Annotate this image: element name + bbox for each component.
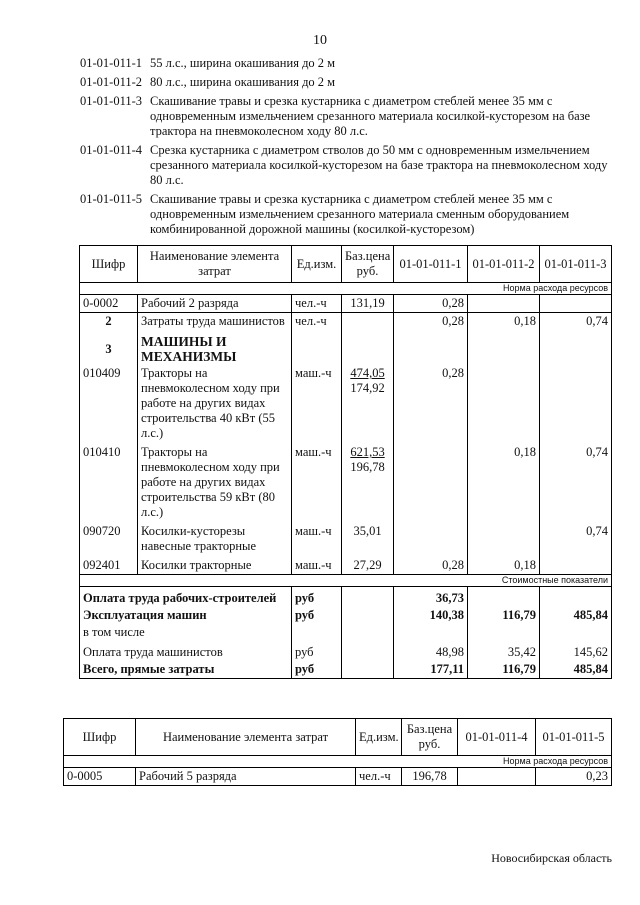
row-col3: 0,74 (540, 313, 612, 331)
table-row (80, 295, 612, 313)
cost-row (80, 587, 612, 608)
header-col1: 01-01-011-1 (394, 246, 468, 283)
code-item (80, 56, 610, 71)
table-row (80, 365, 612, 442)
cost-col2: 35,42 (468, 641, 540, 661)
cost-col3 (540, 624, 612, 641)
price-labor: 196,78 (350, 460, 385, 474)
row-price: 131,19 (342, 295, 394, 313)
row-col3: 0,74 (540, 442, 612, 521)
header-unit: Ед.изм. (356, 719, 402, 756)
row-code: 0-0005 (64, 768, 136, 786)
row-col2: 0,18 (468, 555, 540, 575)
resource-table-2 (63, 718, 612, 786)
row-unit: чел.-ч (292, 295, 342, 313)
code-description: Срезка кустарника с диаметром стволов до 50 мм с одновременным измельчением срезанного материала косилкой-кусторезом на базе трактора на пневмоколесном ходу 80 л.с. (150, 143, 608, 187)
cost-col1: 48,98 (394, 641, 468, 661)
row-code: 0-0002 (80, 295, 138, 313)
row-price (342, 313, 394, 331)
row-name: Тракторы на пневмоколесном ходу при работе на других видах строительства 59 кВт (80 л.с.) (138, 442, 292, 521)
norm-label: Норма расхода ресурсов (64, 756, 612, 768)
cost-empty (342, 607, 394, 624)
cost-label: Стоимостные показатели (80, 575, 612, 587)
code: 01-01-011-5 (80, 192, 143, 206)
code-description: 55 л.с., ширина окашивания до 2 м (150, 56, 336, 70)
table-row (64, 768, 612, 786)
row-price (342, 442, 394, 521)
row-col2 (468, 295, 540, 313)
code: 01-01-011-2 (80, 75, 143, 89)
row-code: 3 (80, 330, 138, 365)
row-unit: маш.-ч (292, 521, 342, 555)
cost-name: Оплата труда машинистов (80, 641, 292, 661)
price-labor: 174,92 (350, 381, 385, 395)
code-description: 80 л.с., ширина окашивания до 2 м (150, 75, 336, 89)
cost-name: Оплата труда рабочих-строителей (80, 587, 292, 608)
region-footer: Новосибирская область (491, 851, 612, 865)
row-col2 (468, 330, 540, 365)
row-col3 (540, 295, 612, 313)
row-unit (292, 330, 342, 365)
header-col3: 01-01-011-3 (540, 246, 612, 283)
cost-empty (342, 587, 394, 608)
cost-unit (292, 624, 342, 641)
cost-unit: руб (292, 607, 342, 624)
row-col4 (458, 768, 536, 786)
cost-empty (342, 641, 394, 661)
row-code: 010410 (80, 442, 138, 521)
cost-col1: 36,73 (394, 587, 468, 608)
code-item (80, 75, 610, 90)
cost-unit: руб (292, 587, 342, 608)
code-item (80, 94, 610, 139)
row-code: 092401 (80, 555, 138, 575)
row-col1 (394, 442, 468, 521)
cost-col1 (394, 624, 468, 641)
row-name: Рабочий 5 разряда (136, 768, 356, 786)
table-header (80, 246, 612, 283)
row-col3: 0,74 (540, 521, 612, 555)
header-code: Шифр (80, 246, 138, 283)
row-col5: 0,23 (536, 768, 612, 786)
code-description: Скашивание травы и срезка кустарника с диаметром стеблей менее 35 мм с одновременным измельчением срезанного материала сменным оборудованием комбинированной дорожной машины (косилкой-кусторезом) (150, 192, 570, 236)
table-row (80, 442, 612, 521)
cost-name: Эксплуатация машин (80, 607, 292, 624)
cost-col3: 485,84 (540, 661, 612, 679)
row-name: Косилки тракторные (138, 555, 292, 575)
row-col1 (394, 330, 468, 365)
header-col5: 01-01-011-5 (536, 719, 612, 756)
norm-row (80, 283, 612, 295)
row-col2 (468, 521, 540, 555)
code-description: Скашивание травы и срезка кустарника с диаметром стеблей менее 35 мм с одновременным измельчением срезанного материала косилкой-кусторезом на базе трактора на пневмоколесном ходу 80 л.с. (150, 94, 591, 138)
row-name: Рабочий 2 разряда (138, 295, 292, 313)
cost-col3: 485,84 (540, 607, 612, 624)
table-header (64, 719, 612, 756)
cost-empty (342, 624, 394, 641)
price-base: 474,05 (350, 366, 385, 380)
table-row (80, 555, 612, 575)
row-col3 (540, 365, 612, 442)
row-col2 (468, 365, 540, 442)
cost-unit: руб (292, 641, 342, 661)
resource-table-1 (79, 245, 612, 679)
header-price: Баз.цена руб. (342, 246, 394, 283)
row-name: Косилки-кусторезы навесные тракторные (138, 521, 292, 555)
cost-label-row (80, 575, 612, 587)
cost-row (80, 641, 612, 661)
cost-name: в том числе (80, 624, 292, 641)
code-item (80, 192, 610, 237)
cost-row (80, 624, 612, 641)
cost-col2: 116,79 (468, 607, 540, 624)
header-price: Баз.цена руб. (402, 719, 458, 756)
row-name: Затраты труда машинистов (138, 313, 292, 331)
cost-row (80, 607, 612, 624)
header-name: Наименование элемента затрат (136, 719, 356, 756)
row-price: 35,01 (342, 521, 394, 555)
row-price: 27,29 (342, 555, 394, 575)
cost-col3 (540, 587, 612, 608)
code: 01-01-011-4 (80, 143, 143, 157)
cost-col3: 145,62 (540, 641, 612, 661)
cost-col2 (468, 624, 540, 641)
header-code: Шифр (64, 719, 136, 756)
row-col3 (540, 330, 612, 365)
page-number: 10 (313, 33, 327, 48)
row-code: 090720 (80, 521, 138, 555)
row-col1: 0,28 (394, 295, 468, 313)
code: 01-01-011-1 (80, 56, 143, 70)
header-col4: 01-01-011-4 (458, 719, 536, 756)
code: 01-01-011-3 (80, 94, 143, 108)
row-unit: чел.-ч (292, 313, 342, 331)
row-col1 (394, 521, 468, 555)
row-col1: 0,28 (394, 365, 468, 442)
cost-col1: 177,11 (394, 661, 468, 679)
header-col2: 01-01-011-2 (468, 246, 540, 283)
row-price (342, 330, 394, 365)
header-name: Наименование элемента затрат (138, 246, 292, 283)
cost-empty (342, 661, 394, 679)
row-unit: маш.-ч (292, 555, 342, 575)
row-name: Тракторы на пневмоколесном ходу при работе на других видах строительства 40 кВт (55 л.с.) (138, 365, 292, 442)
row-code: 010409 (80, 365, 138, 442)
header-unit: Ед.изм. (292, 246, 342, 283)
row-col2: 0,18 (468, 442, 540, 521)
norm-label: Норма расхода ресурсов (80, 283, 612, 295)
code-item (80, 143, 610, 188)
cost-col1: 140,38 (394, 607, 468, 624)
row-price (342, 365, 394, 442)
row-name: МАШИНЫ И МЕХАНИЗМЫ (138, 330, 292, 365)
row-price: 196,78 (402, 768, 458, 786)
code-list (80, 56, 610, 241)
row-col1: 0,28 (394, 313, 468, 331)
table-row (80, 521, 612, 555)
norm-row (64, 756, 612, 768)
row-unit: маш.-ч (292, 442, 342, 521)
row-col2: 0,18 (468, 313, 540, 331)
row-col1: 0,28 (394, 555, 468, 575)
row-code: 2 (80, 313, 138, 331)
cost-col2: 116,79 (468, 661, 540, 679)
table-row (80, 330, 612, 365)
row-col3 (540, 555, 612, 575)
row-unit: чел.-ч (356, 768, 402, 786)
cost-name: Всего, прямые затраты (80, 661, 292, 679)
price-base: 621,53 (350, 445, 385, 459)
row-unit: маш.-ч (292, 365, 342, 442)
cost-unit: руб (292, 661, 342, 679)
cost-col2 (468, 587, 540, 608)
table-row (80, 313, 612, 331)
cost-row (80, 661, 612, 679)
